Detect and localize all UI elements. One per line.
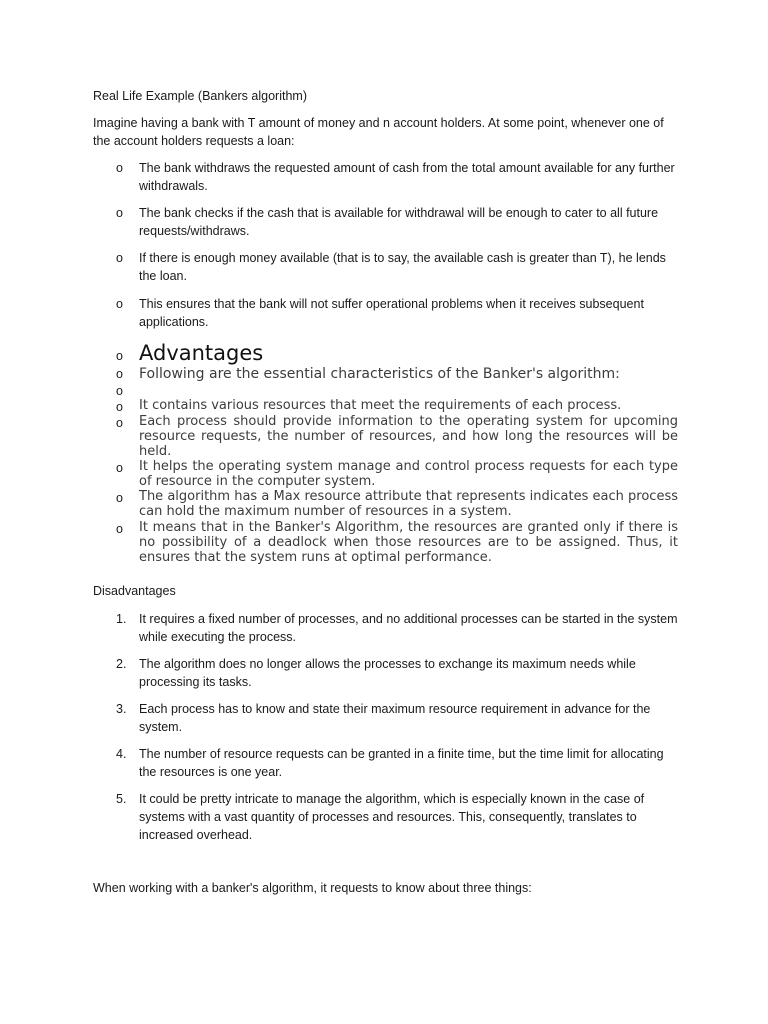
item-number: 4. [116, 747, 127, 761]
step-text: If there is enough money available (that is to say, the available cash is greater than T), he lends the loan. [139, 251, 666, 283]
disadvantage-item [116, 655, 678, 691]
bullet-marker: o [116, 297, 123, 311]
advantage-item [116, 489, 678, 519]
step-item [116, 249, 678, 285]
advantages-lead: Following are the essential characteristics of the Banker's algorithm: [139, 366, 620, 382]
bullet-marker: o [116, 367, 123, 381]
advantage-item [116, 459, 678, 489]
disadvantage-item [116, 610, 678, 646]
disadvantage-text: It could be pretty intricate to manage the algorithm, which is especially known in the case of systems with a vast quantity of processes and resources. This, consequently, translates to increased overhead. [139, 792, 645, 842]
step-text: The bank checks if the cash that is available for withdrawal will be enough to cater to all future requests/withdraws. [139, 206, 659, 238]
bullet-marker: o [116, 416, 123, 430]
disadvantage-item [116, 790, 678, 844]
bullet-marker: o [116, 461, 123, 475]
step-item [116, 159, 678, 195]
step-text: This ensures that the bank will not suffer operational problems when it receives subsequent applications. [139, 297, 644, 329]
advantage-text: It means that in the Banker's Algorithm, the resources are granted only if there is no possibility of a deadlock when those resources are to be assigned. Thus, it ensures that the system runs at optimal performance. [139, 520, 678, 565]
item-number: 5. [116, 792, 127, 806]
advantage-item [116, 520, 678, 565]
disadvantage-text: Each process has to know and state their maximum resource requirement in advance for the system. [139, 702, 651, 734]
bullet-marker: o [116, 491, 123, 505]
advantages-title: Advantages [139, 341, 264, 365]
advantage-item [116, 398, 678, 413]
advantage-text: Each process should provide information to the operating system for upcoming resource requests, the number of resources, and how long the resources will be held. [139, 414, 678, 459]
bullet-marker: o [116, 161, 123, 175]
intro-paragraph: Imagine having a bank with T amount of money and n account holders. At some point, whenever one of the account holders requests a loan: [93, 116, 664, 148]
bullet-marker: o [116, 384, 123, 398]
bullet-marker: o [116, 349, 123, 363]
disadvantages-title: Disadvantages [93, 584, 176, 598]
bullet-marker: o [116, 522, 123, 536]
step-item [116, 295, 678, 331]
step-item [116, 204, 678, 240]
advantages-lead-item [116, 365, 678, 383]
disadvantage-text: The algorithm does no longer allows the processes to exchange its maximum needs while processing its tasks. [139, 657, 636, 689]
bullet-marker: o [116, 400, 123, 414]
step-text: The bank withdraws the requested amount of cash from the total amount available for any further withdrawals. [139, 161, 675, 193]
item-number: 2. [116, 657, 127, 671]
bullet-marker: o [116, 251, 123, 265]
advantage-text: The algorithm has a Max resource attribute that represents indicates each process can hold the maximum number of resources in a system. [139, 489, 678, 519]
disadvantage-text: It requires a fixed number of processes, and no additional processes can be started in the system while executing the process. [139, 612, 678, 644]
disadvantage-item [116, 745, 678, 781]
advantage-text: It contains various resources that meet the requirements of each process. [139, 398, 622, 413]
bullet-marker: o [116, 206, 123, 220]
advantage-text: It helps the operating system manage and control process requests for each type of resource in the computer system. [139, 459, 678, 489]
disadvantage-text: The number of resource requests can be granted in a finite time, but the time limit for allocating the resources is one year. [139, 747, 664, 779]
advantages-title-item [116, 341, 678, 365]
closing-paragraph: When working with a banker's algorithm, it requests to know about three things: [93, 881, 532, 895]
advantage-item [116, 414, 678, 459]
document-heading: Real Life Example (Bankers algorithm) [93, 89, 307, 103]
disadvantage-item [116, 700, 678, 736]
item-number: 3. [116, 702, 127, 716]
item-number: 1. [116, 612, 127, 626]
